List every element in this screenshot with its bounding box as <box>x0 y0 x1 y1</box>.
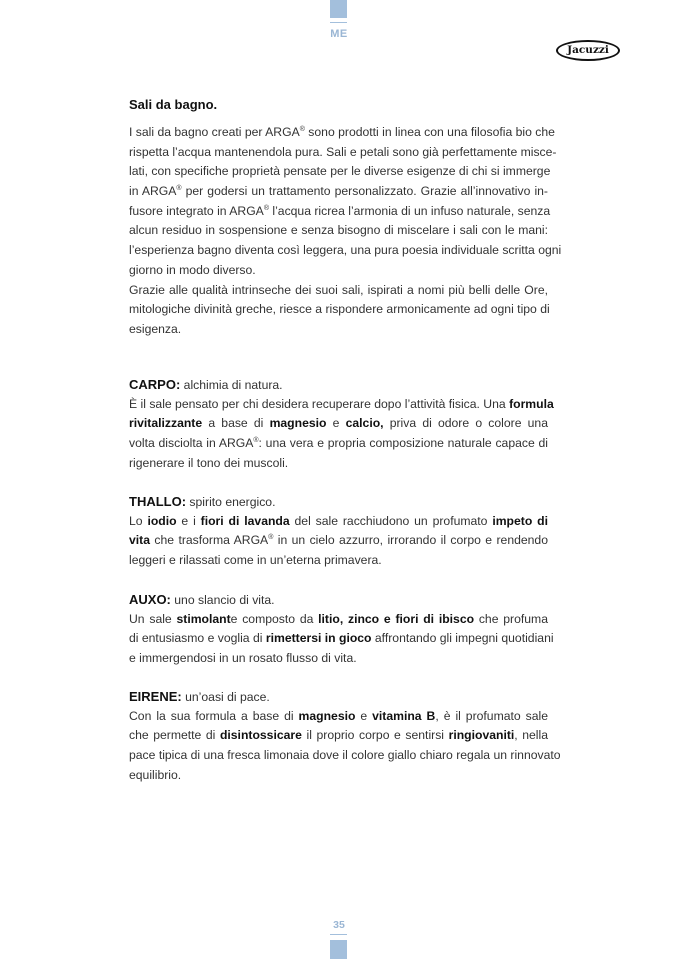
text-line <box>129 281 548 301</box>
text-run: a base di <box>202 416 270 431</box>
text-run: esigenza. <box>129 321 182 336</box>
bold-text: fiori di lavanda <box>200 513 290 528</box>
text-line <box>129 300 548 320</box>
text-line <box>129 123 555 143</box>
top-tab-marker <box>330 0 347 18</box>
intro-paragraph <box>129 123 562 340</box>
text-run: rigenerare il tono dei muscoli. <box>129 455 289 470</box>
bold-text: iodio <box>147 513 177 528</box>
text-run: alcun residuo in sospensione e senza bisogno di miscelare i sali con le mani: <box>129 223 548 238</box>
jacuzzi-logo: Jacuzzi <box>556 40 620 61</box>
text-line <box>129 512 548 532</box>
text-line <box>129 649 548 669</box>
text-run: di entusiasmo e voglia di <box>129 631 266 646</box>
text-line <box>129 492 548 512</box>
text-line <box>129 395 554 415</box>
bold-text: impeto di <box>492 513 548 528</box>
text-line <box>129 726 548 746</box>
text-run: Un sale <box>129 611 177 626</box>
text-run: equilibrio. <box>129 767 182 782</box>
section-label: ME <box>330 28 348 40</box>
bold-text: magnesio <box>298 708 356 723</box>
page-title: Sali da bagno. <box>129 97 218 112</box>
salt-eirene <box>129 687 561 785</box>
text-run: priva di odore o colore una <box>383 416 548 431</box>
salt-name: EIRENE: <box>129 689 182 704</box>
text-run: e immergendosi in un rosato flusso di vita. <box>129 651 357 666</box>
salt-thallo <box>129 492 548 571</box>
bold-text: formula <box>509 396 554 411</box>
text-run: Lo <box>129 513 148 528</box>
text-line <box>129 610 548 630</box>
bottom-tab-marker <box>330 940 347 959</box>
bold-text: ringiovaniti <box>448 728 515 743</box>
text-line <box>129 202 551 222</box>
text-run: mitologiche divinità greche, riesce a rispondere armonicamente ad ogni tipo di <box>129 302 550 317</box>
text-run: rispetta l’acqua mantenendola pura. Sali e petali sono già perfettamente misce- <box>129 144 557 159</box>
text-line <box>129 746 561 766</box>
top-divider <box>330 22 347 23</box>
text-line <box>129 590 548 610</box>
text-line <box>129 687 548 707</box>
salt-auxo <box>129 590 554 669</box>
text-run: in ARGA <box>129 184 177 199</box>
text-run: pace tipica di una fresca limonaia dove il colore giallo chiaro regala un rinnovato <box>129 748 561 763</box>
text-run: alchimia di natura. <box>180 378 283 392</box>
bold-text: disintossicare <box>219 728 302 743</box>
text-run: Con la sua formula a base di <box>129 708 299 723</box>
bold-text: stimolant <box>176 611 231 626</box>
salt-carpo <box>129 375 554 473</box>
salt-name: THALLO: <box>129 494 187 509</box>
text-run: affrontando gli impegni quotidiani <box>371 631 554 646</box>
registered-mark: ® <box>268 534 274 542</box>
text-line <box>129 221 548 241</box>
bold-text: rimettersi in gioco <box>265 631 372 646</box>
text-run: del sale racchiudono un profumato <box>289 513 493 528</box>
text-run: spirito energico. <box>186 495 276 509</box>
text-run: in un cielo azzurro, irrorando il corpo e rendendo <box>273 533 548 548</box>
text-run: lati, con specifiche proprietà pensate per le diverse esigenze di chi si immerge <box>129 164 551 179</box>
text-run: un’oasi di pace. <box>181 690 270 704</box>
text-run: , nella <box>514 728 548 743</box>
text-line <box>129 375 548 395</box>
text-run: volta disciolta in ARGA <box>129 436 254 451</box>
text-line <box>129 531 548 551</box>
bold-text: calcio, <box>345 416 384 431</box>
text-line <box>129 414 548 434</box>
salt-name: AUXO: <box>129 592 171 607</box>
text-line <box>129 629 554 649</box>
text-line <box>129 707 548 727</box>
text-run: sono prodotti in linea con una filosofia bio che <box>304 125 555 139</box>
text-run: per godersi un trattamento personalizzato. Grazie all’innovativo in- <box>181 184 548 199</box>
text-line <box>129 261 548 281</box>
text-run: , è il profumato sale <box>435 708 549 723</box>
text-line <box>129 182 548 202</box>
text-run: giorno in modo diverso. <box>129 262 256 277</box>
text-line <box>129 454 548 474</box>
text-run: uno slancio di vita. <box>170 593 275 607</box>
text-run: l’acqua ricrea l’armonia di un infuso naturale, senza <box>268 203 551 218</box>
text-run: e <box>326 416 346 431</box>
text-run: I sali da bagno creati per ARGA <box>129 125 300 139</box>
bold-text: rivitalizzante <box>129 416 203 431</box>
text-run: che permette di <box>129 728 220 743</box>
bold-text: vita <box>129 533 151 548</box>
bottom-divider <box>330 934 347 935</box>
text-run: e i <box>176 513 201 528</box>
bold-text: litio, zinco e fiori di ibisco <box>318 611 475 626</box>
text-line <box>129 766 548 786</box>
text-run: È il sale pensato per chi desidera recuperare dopo l’attività fisica. Una <box>129 396 510 411</box>
bold-text: vitamina B <box>372 708 436 723</box>
text-line <box>129 241 562 261</box>
text-line <box>129 162 551 182</box>
text-line <box>129 551 548 571</box>
text-run: il proprio corpo e sentirsi <box>301 728 449 743</box>
page-number: 35 <box>333 919 345 931</box>
text-run: Grazie alle qualità intrinseche dei suoi sali, ispirati a nomi più belli delle Ore, <box>129 282 548 297</box>
salt-name: CARPO: <box>129 377 181 392</box>
text-run: l’esperienza bagno diventa così leggera, una pura poesia individuale scritta ogni <box>129 243 562 258</box>
registered-mark: ® <box>299 126 305 133</box>
text-line <box>129 434 548 454</box>
text-line <box>129 320 548 340</box>
text-run: fusore integrato in ARGA <box>129 203 264 218</box>
text-run: e <box>355 708 373 723</box>
text-run: e composto da <box>230 611 319 626</box>
text-line <box>129 143 557 163</box>
text-run: leggeri e rilassati come in un’eterna primavera. <box>129 553 382 568</box>
text-run: che trasforma ARGA <box>150 533 269 548</box>
registered-mark: ® <box>263 204 269 212</box>
registered-mark: ® <box>176 185 182 193</box>
registered-mark: ® <box>253 437 259 445</box>
text-run: che profuma <box>474 611 548 626</box>
text-run: : una vera e propria composizione naturale capace di <box>258 436 548 451</box>
bold-text: magnesio <box>269 416 327 431</box>
